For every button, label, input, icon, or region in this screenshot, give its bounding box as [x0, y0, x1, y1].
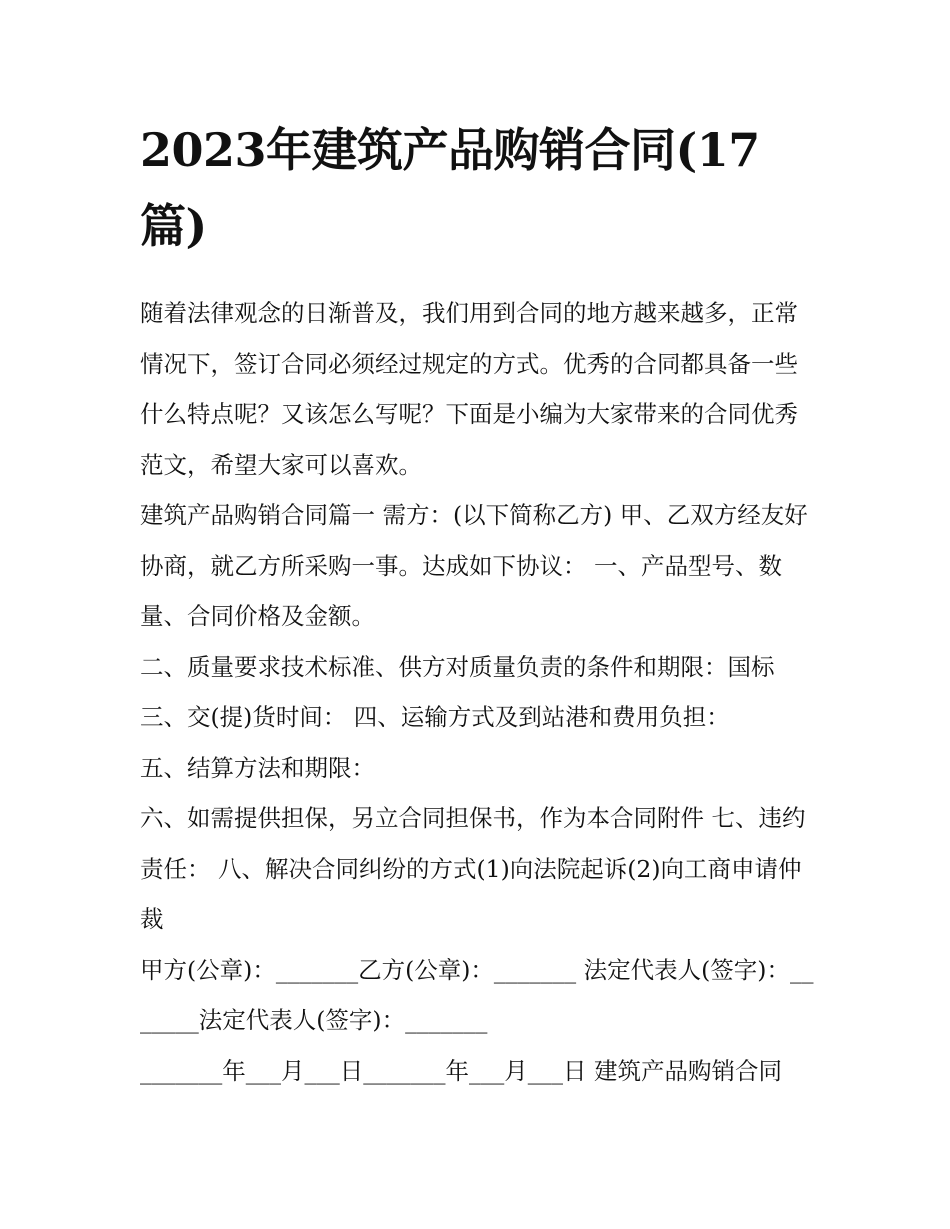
clause-guarantee-paragraph: 六、如需提供担保，另立合同担保书，作为本合同附件 七、违约责任： 八、解决合同纠纷的方式(1)向法院起诉(2)向工商申请仲裁 — [140, 804, 806, 933]
clause-quality-paragraph: 二、质量要求技术标准、供方对质量负责的条件和期限：国标 — [140, 652, 775, 681]
clause-delivery-paragraph: 三、交(提)货时间： 四、运输方式及到站港和费用负担： — [140, 703, 730, 731]
contract-opening-paragraph: 建筑产品购销合同篇一 需方：(以下简称乙方) 甲、乙双方经友好协商，就乙方所采购一事。达成如下协议： 一、产品型号、数量、合同价格及金额。 — [140, 501, 808, 630]
intro-paragraph: 随着法律观念的日渐普及，我们用到合同的地方越来越多，正常情况下，签订合同必须经过规定的方式。优秀的合同都具备一些什么特点呢？又该怎么写呢？下面是小编为大家带来的合同优秀范文，希望大家可以喜欢。 — [140, 299, 798, 479]
signature-paragraph: 甲方(公章)：_______乙方(公章)：_______ 法定代表人(签字)：_______法定代表人(签字)：_______ — [140, 955, 814, 1034]
document-page — [140, 112, 820, 1096]
document-title: 2023年建筑产品购销合同(17篇) — [140, 123, 760, 253]
clause-settlement-paragraph: 五、结算方法和期限： — [140, 753, 375, 782]
date-paragraph: _______年___月___日_______年___月___日 建筑产品购销合同 — [140, 1056, 782, 1085]
